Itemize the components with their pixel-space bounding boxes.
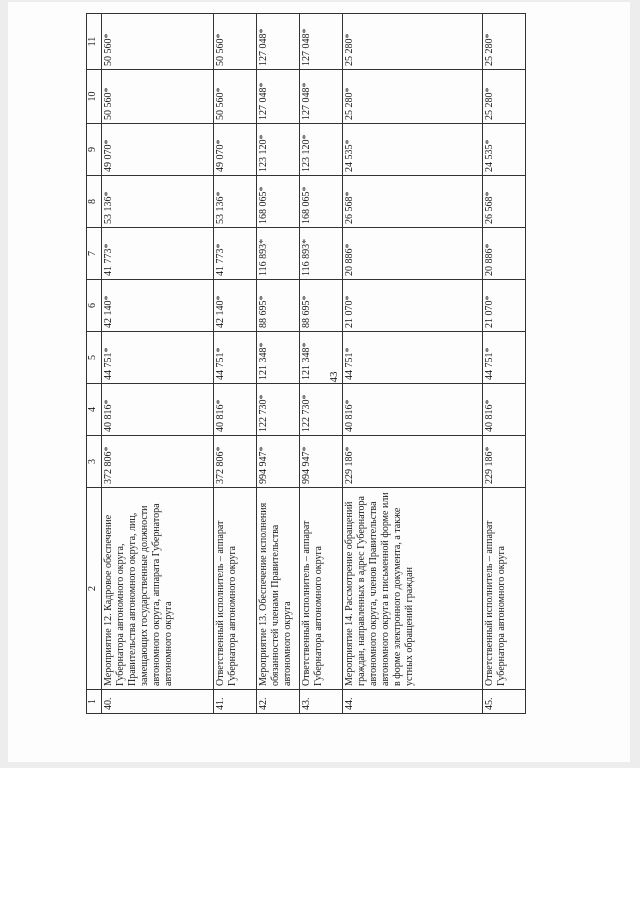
value-cell: 127 048*: [300, 70, 343, 124]
value-cell: 116 893*: [300, 228, 343, 280]
row-number: 42.: [257, 690, 300, 714]
value-cell: 50 560*: [102, 70, 214, 124]
header-cell: 7: [87, 228, 102, 280]
header-cell: 3: [87, 436, 102, 488]
header-cell: 4: [87, 384, 102, 436]
value-cell: 229 186*: [483, 436, 526, 488]
header-cell: 10: [87, 70, 102, 124]
value-cell: 20 886*: [343, 228, 483, 280]
page-number: 43: [328, 371, 340, 383]
row-number: 43.: [300, 690, 343, 714]
value-cell: 40 816*: [102, 384, 214, 436]
header-cell: 11: [87, 14, 102, 70]
value-cell: 168 065*: [300, 176, 343, 228]
value-cell: 44 751*: [483, 332, 526, 384]
table-row: [343, 14, 483, 714]
header-cell: 8: [87, 176, 102, 228]
value-cell: 994 947*: [300, 436, 343, 488]
value-cell: 26 568*: [483, 176, 526, 228]
value-cell: 44 751*: [343, 332, 483, 384]
value-cell: 229 186*: [343, 436, 483, 488]
value-cell: 127 048*: [257, 70, 300, 124]
header-row: [87, 14, 102, 714]
table-row: [300, 14, 343, 714]
value-cell: 24 535*: [343, 124, 483, 176]
value-cell: 994 947*: [257, 436, 300, 488]
row-description: Мероприятие 14. Рассмотрение обращений граждан, направленных в адрес Губернатора автономного округа, членов Правительства автономного округа в письменной форме или в форме электронного документа, а также устных обращений граждан: [343, 488, 483, 690]
value-cell: 123 120*: [257, 124, 300, 176]
value-cell: 122 730*: [257, 384, 300, 436]
value-cell: 127 048*: [300, 14, 343, 70]
row-description: Ответственный исполнитель – аппарат Губернатора автономного округа: [300, 488, 343, 690]
value-cell: 26 568*: [343, 176, 483, 228]
value-cell: 372 806*: [214, 436, 257, 488]
value-cell: 41 773*: [102, 228, 214, 280]
row-description: Мероприятие 13. Обеспечение исполнения обязанностей членами Правительства автономного округа: [257, 488, 300, 690]
header-cell: 1: [87, 690, 102, 714]
row-description: Мероприятие 12. Кадровое обеспечение Губернатора автономного округа, Правительства автономного округа, лиц, замещающих государственные должности автономного округа, аппарата Губернатора автономного округа: [102, 488, 214, 690]
value-cell: 41 773*: [214, 228, 257, 280]
value-cell: 50 560*: [214, 14, 257, 70]
table-row: [214, 14, 257, 714]
value-cell: 122 730*: [300, 384, 343, 436]
value-cell: 50 560*: [102, 14, 214, 70]
header-cell: 6: [87, 280, 102, 332]
value-cell: 49 070*: [214, 124, 257, 176]
table-row: [102, 14, 214, 714]
row-number: 40.: [102, 690, 214, 714]
value-cell: 121 348*: [300, 332, 343, 384]
header-cell: 9: [87, 124, 102, 176]
row-number: 41.: [214, 690, 257, 714]
value-cell: 40 816*: [343, 384, 483, 436]
budget-table: [86, 13, 526, 714]
value-cell: 372 806*: [102, 436, 214, 488]
table-row: [483, 14, 526, 714]
rotated-table-container: [86, 14, 540, 714]
value-cell: 50 560*: [214, 70, 257, 124]
row-description: Ответственный исполнитель – аппарат Губернатора автономного округа: [214, 488, 257, 690]
row-number: 44.: [343, 690, 483, 714]
value-cell: 53 136*: [214, 176, 257, 228]
value-cell: 123 120*: [300, 124, 343, 176]
value-cell: 127 048*: [257, 14, 300, 70]
value-cell: 44 751*: [102, 332, 214, 384]
table-row: [257, 14, 300, 714]
value-cell: 40 816*: [483, 384, 526, 436]
value-cell: 24 535*: [483, 124, 526, 176]
row-description: Ответственный исполнитель – аппарат Губернатора автономного округа: [483, 488, 526, 690]
header-cell: 5: [87, 332, 102, 384]
value-cell: 25 280*: [343, 14, 483, 70]
row-number: 45.: [483, 690, 526, 714]
value-cell: 21 070*: [343, 280, 483, 332]
header-cell: 2: [87, 488, 102, 690]
value-cell: 42 140*: [102, 280, 214, 332]
value-cell: 168 065*: [257, 176, 300, 228]
value-cell: 25 280*: [483, 70, 526, 124]
value-cell: 88 695*: [300, 280, 343, 332]
value-cell: 25 280*: [343, 70, 483, 124]
value-cell: 40 816*: [214, 384, 257, 436]
value-cell: 121 348*: [257, 332, 300, 384]
value-cell: 44 751*: [214, 332, 257, 384]
value-cell: 20 886*: [483, 228, 526, 280]
value-cell: 88 695*: [257, 280, 300, 332]
value-cell: 21 070*: [483, 280, 526, 332]
value-cell: 25 280*: [483, 14, 526, 70]
value-cell: 42 140*: [214, 280, 257, 332]
value-cell: 53 136*: [102, 176, 214, 228]
value-cell: 116 893*: [257, 228, 300, 280]
value-cell: 49 070*: [102, 124, 214, 176]
